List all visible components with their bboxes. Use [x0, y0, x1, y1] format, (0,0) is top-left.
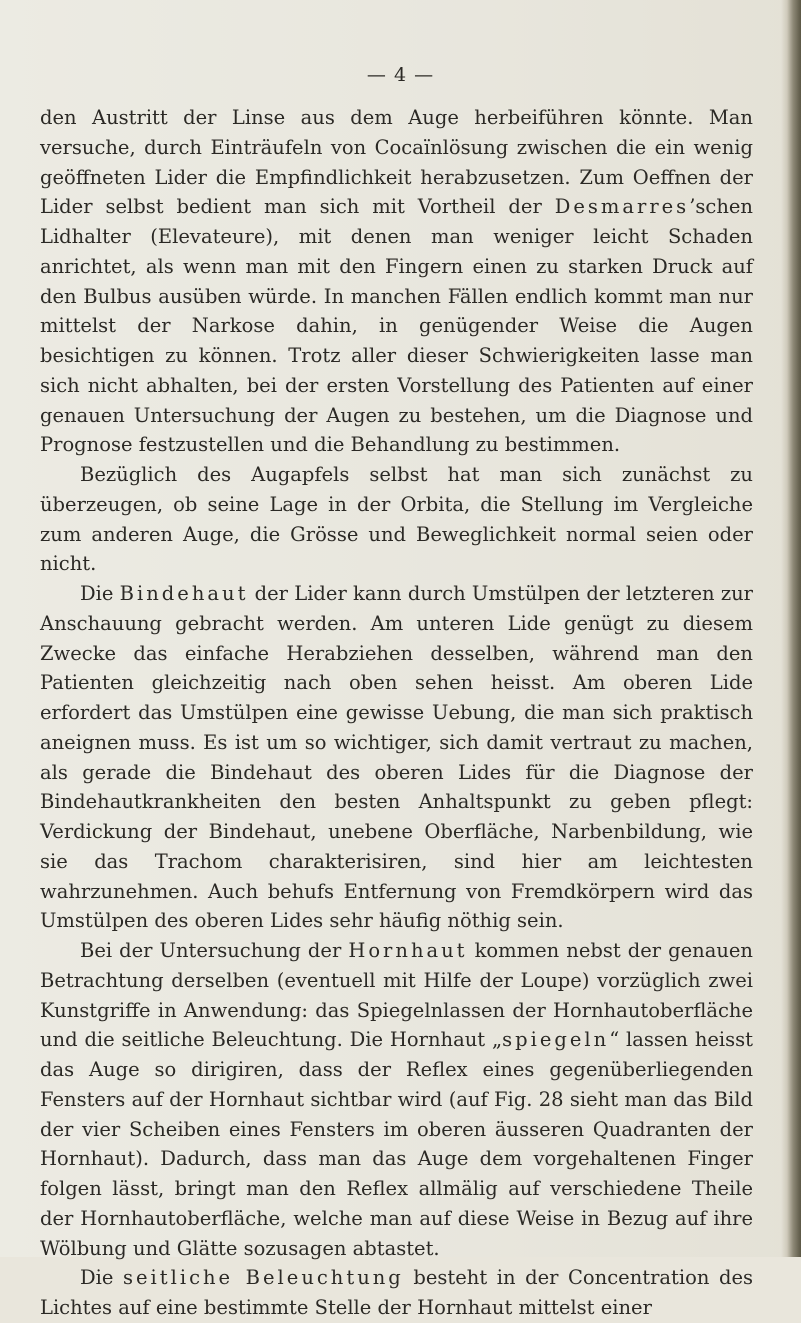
paragraph-p1	[40, 103, 753, 460]
text-run: den Austritt der Linse aus dem Auge herbeiführen könnte. Man versuche, durch Einträufeln von Cocaïnlösung zwischen die ein wenig geöffneten Lider die Empfindlichkeit herabzusetzen. Zum Oeffnen der Lider selbst bedient man sich mit Vortheil der	[40, 106, 753, 219]
paragraph-p5	[40, 1263, 753, 1323]
spaced-term: spiegeln	[502, 1028, 610, 1052]
spaced-term: seitliche Beleuchtung	[122, 1266, 404, 1290]
page-number: — 4 —	[366, 64, 435, 86]
paragraph-p4	[40, 936, 753, 1263]
text-run: Bezüglich des Augapfels selbst hat man sich zunächst zu überzeugen, ob seine Lage in der Orbita, die Stellung im Vergleiche zum anderen Auge, die Grösse und Beweglichkeit normal seien oder nicht.	[40, 463, 753, 576]
body-text	[40, 103, 753, 1323]
spaced-term: Hornhaut	[348, 939, 468, 962]
text-run: kommen nebst der genauen Betrachtung derselben (eventuell mit Hilfe der Loupe) vorzüglich zwei Kunstgriffe in Anwendung: das Spiegelnlassen der Hornhautoberfläche und die seitliche Beleuchtung. Die Hornhaut „	[40, 939, 753, 1052]
text-run: der Lider kann durch Umstülpen der letzteren zur Anschauung gebracht werden. Am unteren Lide genügt zu diesem Zwecke das einfache Herabziehen desselben, während man den Patienten gleichzeitig nach oben sehen heisst. Am oberen Lide erfordert das Umstülpen eine gewisse Uebung, die man sich praktisch aneignen muss. Es ist um so wichtiger, sich damit vertraut zu machen, als gerade die Bindehaut des oberen Lides für die Diagnose der Bindehautkrankheiten den besten Anhaltspunkt zu geben pflegt: Verdickung der Bindehaut, unebene Oberfläche, Narbenbildung, wie sie das Trachom charakterisiren, sind hier am leichtesten wahrzunehmen. Auch behufs Entfernung von Fremdkörpern wird das Umstülpen des oberen Lides sehr häufig nöthig sein.	[40, 582, 754, 933]
spaced-term: Desmarres	[554, 195, 690, 219]
text-run: “ lassen heisst das Auge so dirigiren, dass der Reflex eines gegenüberliegenden Fensters auf der Hornhaut sichtbar wird (auf Fig. 28 sieht man das Bild der vier Scheiben eines Fensters im oberen äusseren Quadranten der Hornhaut). Dadurch, dass man das Auge dem vorgehaltenen Finger folgen lässt, bringt man den Reflex allmälig auf verschiedene Theile der Hornhautoberfläche, welche man auf diese Weise in Bezug auf ihre Wölbung und Glätte sozusagen abtastet.	[40, 1028, 754, 1260]
spaced-term: Bindehaut	[119, 582, 249, 605]
paragraph-p2	[40, 460, 753, 579]
text-run: Die	[80, 1266, 123, 1290]
paragraph-p3	[40, 579, 753, 936]
page-edge-shadow	[781, 0, 801, 1257]
text-run: ’schen Lidhalter (Elevateure), mit denen man weniger leicht Schaden anrichtet, als wenn man mit den Fingern einen zu starken Druck auf den Bulbus ausüben würde. In manchen Fällen endlich kommt man nur mittelst der Narkose dahin, in genügender Weise die Augen besichtigen zu können. Trotz aller dieser Schwierigkeiten lasse man sich nicht abhalten, bei der ersten Vorstellung des Patienten auf einer genauen Untersuchung der Augen zu bestehen, um die Diagnose und Prognose festzustellen und die Behandlung zu bestimmen.	[40, 195, 753, 457]
text-run: Bei der Untersuchung der	[80, 939, 349, 962]
text-run: besteht in der Concentration des Lichtes auf eine bestimmte Stelle der Hornhaut mittelst einer	[40, 1266, 754, 1319]
text-run: Die	[80, 582, 120, 605]
